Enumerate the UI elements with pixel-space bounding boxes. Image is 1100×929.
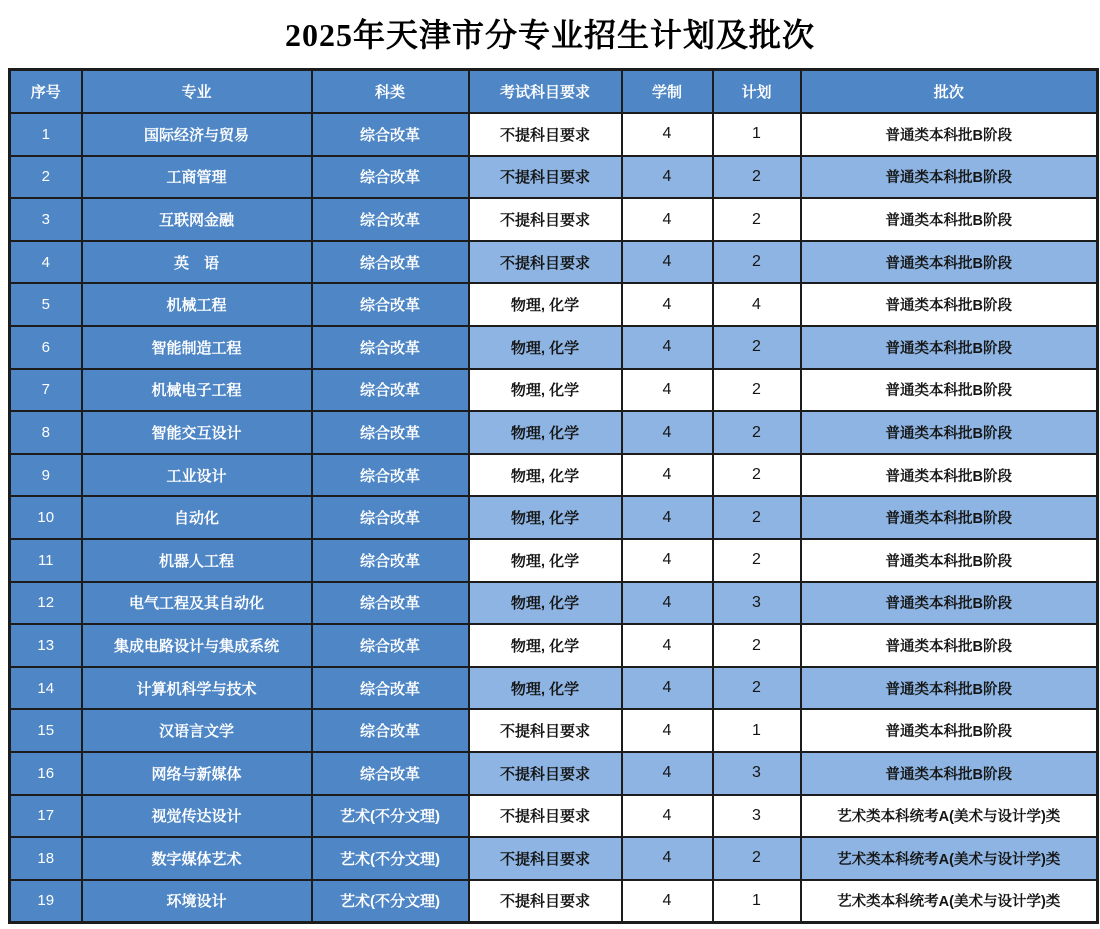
cell-batch: 普通类本科批B阶段: [801, 283, 1098, 326]
cell-category: 综合改革: [312, 667, 469, 710]
cell-subject-req: 不提科目要求: [469, 752, 622, 795]
cell-plan: 2: [713, 326, 801, 369]
col-header-subject-req: 考试科目要求: [469, 69, 622, 113]
table-body: [10, 113, 1098, 922]
cell-batch: 普通类本科批B阶段: [801, 241, 1098, 284]
cell-duration: 4: [622, 198, 713, 241]
table-row: [10, 837, 1098, 880]
table-row: [10, 582, 1098, 625]
cell-category: 综合改革: [312, 156, 469, 199]
cell-duration: 4: [622, 667, 713, 710]
table-row: [10, 198, 1098, 241]
cell-duration: 4: [622, 326, 713, 369]
cell-subject-req: 物理, 化学: [469, 667, 622, 710]
cell-major: 集成电路设计与集成系统: [82, 624, 312, 667]
cell-plan: 2: [713, 369, 801, 412]
cell-category: 综合改革: [312, 369, 469, 412]
col-header-major: 专业: [82, 69, 312, 113]
table-row: [10, 880, 1098, 923]
cell-major: 智能制造工程: [82, 326, 312, 369]
cell-major: 英 语: [82, 241, 312, 284]
cell-major: 智能交互设计: [82, 411, 312, 454]
cell-subject-req: 物理, 化学: [469, 582, 622, 625]
cell-subject-req: 不提科目要求: [469, 880, 622, 923]
cell-major: 国际经济与贸易: [82, 113, 312, 156]
cell-plan: 2: [713, 241, 801, 284]
cell-major: 工商管理: [82, 156, 312, 199]
cell-batch: 普通类本科批B阶段: [801, 709, 1098, 752]
cell-batch: 艺术类本科统考A(美术与设计学)类: [801, 795, 1098, 838]
table-row: [10, 283, 1098, 326]
cell-duration: 4: [622, 837, 713, 880]
cell-index: 12: [10, 582, 82, 625]
cell-index: 7: [10, 369, 82, 412]
cell-category: 综合改革: [312, 624, 469, 667]
cell-duration: 4: [622, 113, 713, 156]
cell-batch: 普通类本科批B阶段: [801, 667, 1098, 710]
cell-major: 计算机科学与技术: [82, 667, 312, 710]
cell-category: 艺术(不分文理): [312, 795, 469, 838]
cell-plan: 2: [713, 837, 801, 880]
cell-index: 15: [10, 709, 82, 752]
cell-major: 电气工程及其自动化: [82, 582, 312, 625]
cell-subject-req: 不提科目要求: [469, 709, 622, 752]
cell-index: 6: [10, 326, 82, 369]
cell-plan: 1: [713, 113, 801, 156]
cell-subject-req: 物理, 化学: [469, 326, 622, 369]
cell-plan: 2: [713, 667, 801, 710]
cell-duration: 4: [622, 709, 713, 752]
table-row: [10, 411, 1098, 454]
cell-subject-req: 不提科目要求: [469, 837, 622, 880]
cell-subject-req: 不提科目要求: [469, 156, 622, 199]
page-title: 2025年天津市分专业招生计划及批次: [284, 17, 815, 53]
cell-major: 数字媒体艺术: [82, 837, 312, 880]
cell-duration: 4: [622, 624, 713, 667]
cell-duration: 4: [622, 752, 713, 795]
cell-plan: 2: [713, 496, 801, 539]
cell-index: 19: [10, 880, 82, 923]
table-row: [10, 326, 1098, 369]
cell-batch: 普通类本科批B阶段: [801, 496, 1098, 539]
cell-major: 互联网金融: [82, 198, 312, 241]
cell-duration: 4: [622, 539, 713, 582]
cell-index: 2: [10, 156, 82, 199]
cell-batch: 艺术类本科统考A(美术与设计学)类: [801, 880, 1098, 923]
cell-duration: 4: [622, 454, 713, 497]
cell-plan: 2: [713, 624, 801, 667]
cell-plan: 3: [713, 795, 801, 838]
cell-batch: 普通类本科批B阶段: [801, 539, 1098, 582]
cell-major: 机器人工程: [82, 539, 312, 582]
table-row: [10, 795, 1098, 838]
cell-duration: 4: [622, 241, 713, 284]
cell-index: 17: [10, 795, 82, 838]
cell-plan: 3: [713, 582, 801, 625]
enrollment-plan-table: [8, 68, 1099, 924]
cell-subject-req: 物理, 化学: [469, 624, 622, 667]
cell-plan: 2: [713, 198, 801, 241]
cell-major: 机械电子工程: [82, 369, 312, 412]
table-row: [10, 156, 1098, 199]
cell-index: 3: [10, 198, 82, 241]
cell-index: 9: [10, 454, 82, 497]
cell-category: 综合改革: [312, 411, 469, 454]
table-row: [10, 241, 1098, 284]
table-row: [10, 369, 1098, 412]
cell-category: 综合改革: [312, 113, 469, 156]
col-header-index: 序号: [10, 69, 82, 113]
cell-subject-req: 物理, 化学: [469, 369, 622, 412]
cell-subject-req: 物理, 化学: [469, 283, 622, 326]
cell-batch: 普通类本科批B阶段: [801, 156, 1098, 199]
table-row: [10, 539, 1098, 582]
cell-batch: 普通类本科批B阶段: [801, 582, 1098, 625]
cell-duration: 4: [622, 880, 713, 923]
cell-plan: 2: [713, 454, 801, 497]
cell-batch: 普通类本科批B阶段: [801, 411, 1098, 454]
cell-subject-req: 物理, 化学: [469, 454, 622, 497]
cell-subject-req: 不提科目要求: [469, 113, 622, 156]
cell-plan: 1: [713, 709, 801, 752]
cell-category: 综合改革: [312, 582, 469, 625]
cell-index: 18: [10, 837, 82, 880]
cell-index: 14: [10, 667, 82, 710]
cell-index: 10: [10, 496, 82, 539]
cell-major: 视觉传达设计: [82, 795, 312, 838]
cell-subject-req: 不提科目要求: [469, 241, 622, 284]
col-header-duration: 学制: [622, 69, 713, 113]
cell-category: 综合改革: [312, 241, 469, 284]
table-row: [10, 624, 1098, 667]
cell-major: 网络与新媒体: [82, 752, 312, 795]
cell-category: 综合改革: [312, 198, 469, 241]
cell-plan: 1: [713, 880, 801, 923]
cell-index: 16: [10, 752, 82, 795]
cell-index: 5: [10, 283, 82, 326]
col-header-batch: 批次: [801, 69, 1098, 113]
cell-category: 综合改革: [312, 283, 469, 326]
cell-subject-req: 物理, 化学: [469, 411, 622, 454]
cell-batch: 普通类本科批B阶段: [801, 198, 1098, 241]
cell-major: 机械工程: [82, 283, 312, 326]
cell-duration: 4: [622, 369, 713, 412]
col-header-category: 科类: [312, 69, 469, 113]
cell-duration: 4: [622, 283, 713, 326]
cell-category: 综合改革: [312, 454, 469, 497]
cell-subject-req: 物理, 化学: [469, 496, 622, 539]
cell-batch: 普通类本科批B阶段: [801, 326, 1098, 369]
cell-plan: 2: [713, 156, 801, 199]
cell-duration: 4: [622, 496, 713, 539]
cell-major: 环境设计: [82, 880, 312, 923]
cell-batch: 普通类本科批B阶段: [801, 454, 1098, 497]
cell-plan: 2: [713, 411, 801, 454]
table-row: [10, 667, 1098, 710]
cell-batch: 普通类本科批B阶段: [801, 752, 1098, 795]
table-row: [10, 496, 1098, 539]
cell-major: 工业设计: [82, 454, 312, 497]
cell-category: 综合改革: [312, 326, 469, 369]
cell-index: 4: [10, 241, 82, 284]
table-row: [10, 709, 1098, 752]
cell-subject-req: 物理, 化学: [469, 539, 622, 582]
cell-index: 13: [10, 624, 82, 667]
cell-plan: 4: [713, 283, 801, 326]
cell-batch: 普通类本科批B阶段: [801, 369, 1098, 412]
table-header-row: [10, 69, 1098, 113]
cell-category: 综合改革: [312, 539, 469, 582]
cell-index: 8: [10, 411, 82, 454]
cell-major: 汉语言文学: [82, 709, 312, 752]
col-header-plan: 计划: [713, 69, 801, 113]
cell-batch: 艺术类本科统考A(美术与设计学)类: [801, 837, 1098, 880]
cell-category: 综合改革: [312, 496, 469, 539]
cell-plan: 2: [713, 539, 801, 582]
cell-duration: 4: [622, 156, 713, 199]
cell-category: 综合改革: [312, 709, 469, 752]
cell-category: 艺术(不分文理): [312, 837, 469, 880]
cell-duration: 4: [622, 411, 713, 454]
cell-category: 艺术(不分文理): [312, 880, 469, 923]
table-row: [10, 454, 1098, 497]
cell-subject-req: 不提科目要求: [469, 795, 622, 838]
cell-major: 自动化: [82, 496, 312, 539]
cell-batch: 普通类本科批B阶段: [801, 624, 1098, 667]
cell-category: 综合改革: [312, 752, 469, 795]
cell-duration: 4: [622, 795, 713, 838]
cell-index: 1: [10, 113, 82, 156]
cell-subject-req: 不提科目要求: [469, 198, 622, 241]
cell-duration: 4: [622, 582, 713, 625]
cell-batch: 普通类本科批B阶段: [801, 113, 1098, 156]
table-row: [10, 752, 1098, 795]
cell-index: 11: [10, 539, 82, 582]
cell-plan: 3: [713, 752, 801, 795]
table-row: [10, 113, 1098, 156]
